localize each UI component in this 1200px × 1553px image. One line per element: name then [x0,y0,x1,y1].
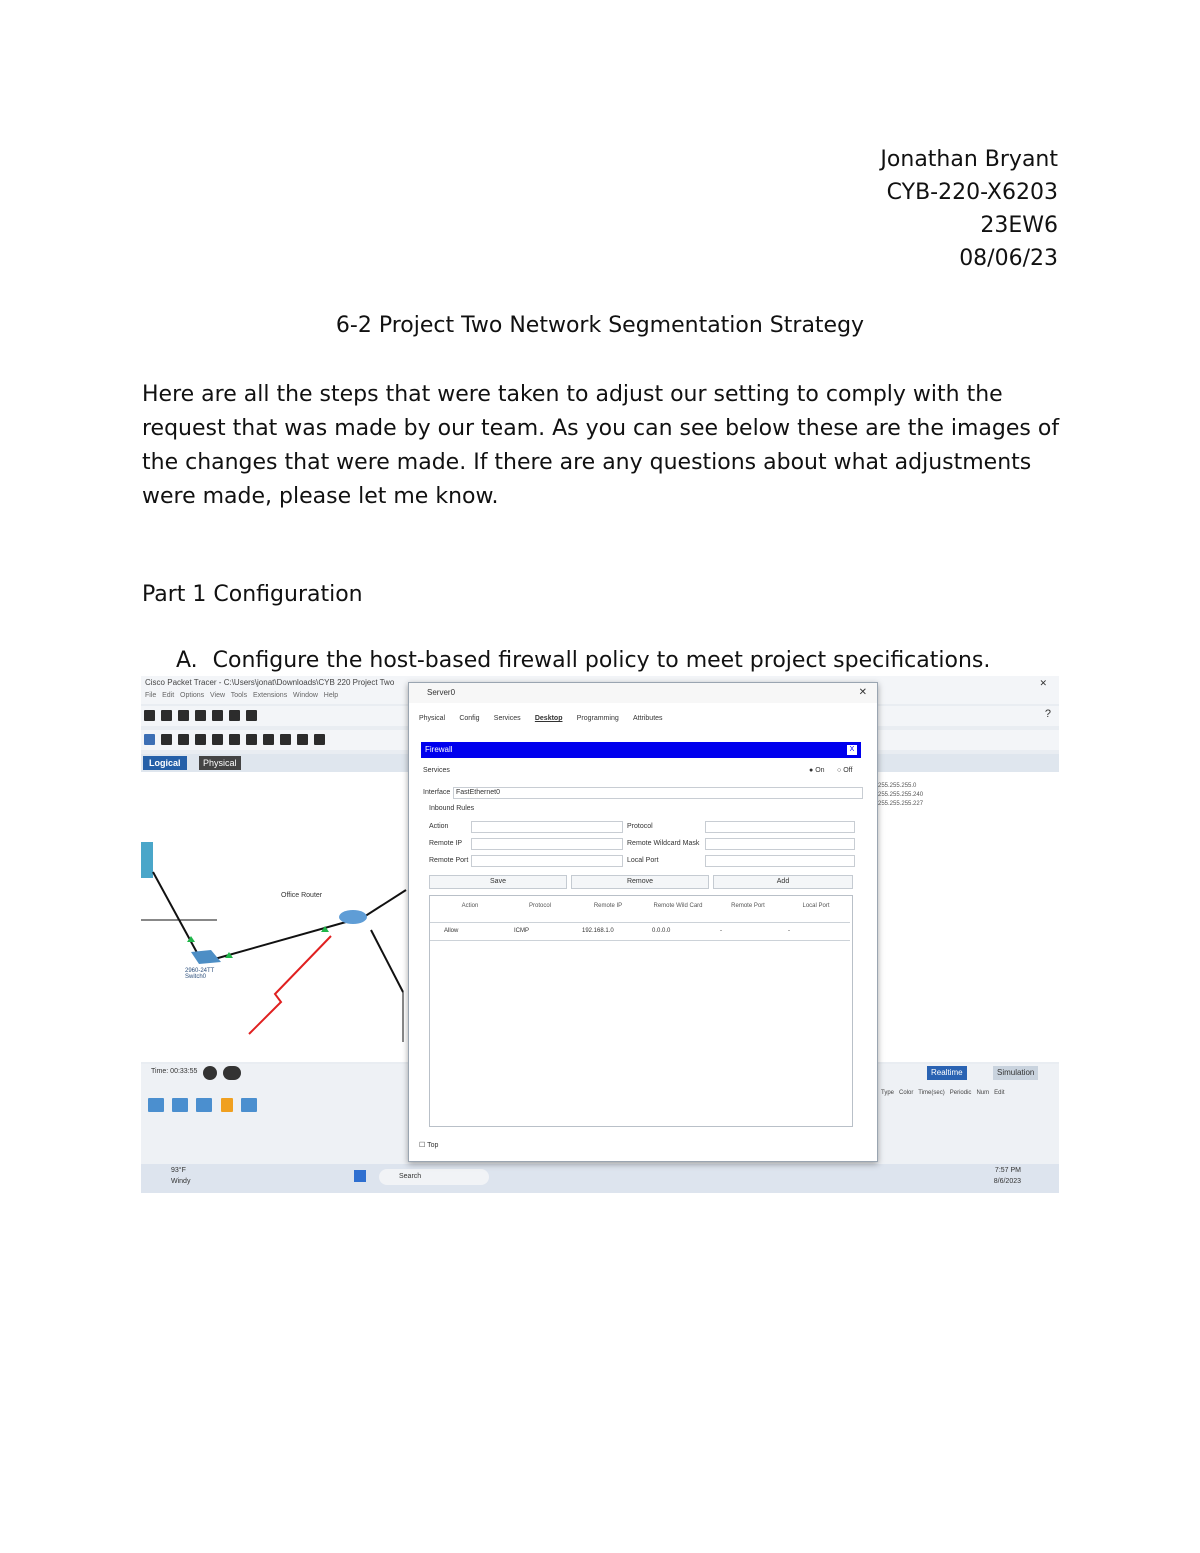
cell-remote-ip: 192.168.1.0 [582,928,614,934]
menu-file[interactable]: File [145,692,157,699]
menu-window[interactable]: Window [293,692,318,699]
tab-desktop[interactable]: Desktop [534,715,563,722]
clock-date: 8/6/2023 [993,1178,1021,1185]
event-col: Color [899,1090,914,1096]
simulation-tab[interactable]: Simulation [993,1066,1038,1080]
list-item [176,648,990,673]
menu-view[interactable]: View [210,692,226,699]
event-col: Type [881,1090,895,1096]
device-palette [145,1094,260,1118]
taskbar-search[interactable]: Search [379,1169,489,1185]
add-button[interactable]: Add [713,875,853,889]
col-remote-wildcard: Remote Wild Card [653,903,703,909]
cell-local-port: - [788,928,790,934]
rules-table [429,895,853,1127]
cell-wildcard: 0.0.0.0 [652,928,671,934]
serial-link [249,936,331,1034]
off-label: Off [843,767,853,774]
router-icon[interactable] [339,910,367,924]
weather-temp: 93°F [171,1167,186,1174]
dialog-tabs [419,713,675,727]
col-action: Action [461,903,479,909]
list-marker: A. [176,648,198,673]
menu-tools[interactable]: Tools [230,692,248,699]
top-checkbox[interactable]: ☐ Top [419,1142,439,1149]
local-port-label: Local Port [627,857,659,864]
event-col: Time(sec) [918,1090,945,1096]
time-label: Time: 00:33:55 [151,1068,198,1075]
remote-wildcard-label: Remote Wildcard Mask [627,840,700,847]
services-label: Services [423,767,450,774]
header-divider [430,922,850,923]
tab-attributes[interactable]: Attributes [632,715,663,722]
dialog-title: Server0 [427,688,456,697]
author-name: Jonathan Bryant [880,147,1058,172]
remove-button[interactable]: Remove [571,875,709,889]
remote-port-input[interactable] [471,855,623,867]
course-code: CYB-220-X6203 [886,180,1058,205]
complex-pdu-icon[interactable] [314,734,325,745]
side-info-line: 255.255.255.227 [878,801,924,807]
protocol-label: Protocol [627,823,653,830]
action-label: Action [429,823,449,830]
wizard-icon[interactable] [229,710,240,721]
tab-services[interactable]: Services [493,715,521,722]
tab-physical-device[interactable]: Physical [419,715,446,722]
pencil-icon[interactable] [280,734,291,745]
menu-bar [145,692,338,699]
side-info-line: 255.255.255.240 [878,792,924,798]
row-divider [430,940,850,941]
tab-config[interactable]: Config [459,715,480,722]
side-info-line: 255.255.255.0 [878,783,917,789]
note-icon[interactable] [212,734,223,745]
interface-label: Interface [423,789,451,796]
switch-label: 2960-24TT Switch0 [185,968,215,980]
local-port-input[interactable] [705,855,855,867]
save-icon[interactable] [178,710,189,721]
event-columns [881,1090,1004,1096]
dialog-close-icon[interactable]: ✕ [858,687,867,698]
device-category-icon[interactable] [172,1098,188,1112]
delete-icon[interactable] [178,734,189,745]
pdu-icon[interactable] [297,734,308,745]
firewall-header [421,742,861,758]
menu-options[interactable]: Options [180,692,205,699]
line-icon[interactable] [229,734,240,745]
list-item-text: Configure the host-based firewall policy to meet project specifications. [212,648,991,673]
select-icon[interactable] [144,734,155,745]
link-line [153,872,201,960]
save-button[interactable]: Save [429,875,567,889]
switch-icon[interactable] [191,950,221,964]
menu-extensions[interactable]: Extensions [252,692,288,699]
action-select[interactable] [471,821,623,833]
on-radio[interactable]: ● On [809,767,825,774]
remote-ip-label: Remote IP [429,840,463,847]
date: 08/06/23 [959,246,1058,271]
event-col: Edit [994,1090,1005,1096]
device-category-icon[interactable] [241,1098,257,1112]
term: 23EW6 [980,213,1058,238]
info-icon[interactable] [212,710,223,721]
cell-action: Allow [444,928,459,934]
device-category-icon[interactable] [148,1098,164,1112]
col-protocol: Protocol [528,903,551,909]
reset-time-icon[interactable] [203,1066,217,1080]
interface-select[interactable]: FastEthernet0 [453,787,863,799]
menu-help[interactable]: Help [323,692,339,699]
connection-icon[interactable] [221,1098,233,1112]
ellipse-icon[interactable] [263,734,274,745]
side-info [878,782,923,809]
fast-forward-icon[interactable] [223,1066,241,1080]
open-icon[interactable] [161,710,172,721]
document-title: 6-2 Project Two Network Segmentation Strategy [335,313,865,338]
col-remote-port: Remote Port [731,903,765,909]
server-dialog [408,682,878,1162]
windows-taskbar [141,1164,1059,1193]
panel-close-icon[interactable]: X [847,745,857,755]
zoom-icon[interactable] [161,734,172,745]
tab-programming[interactable]: Programming [576,715,619,722]
print-icon[interactable] [195,710,206,721]
clock-time: 7:57 PM [994,1167,1021,1174]
dialog-titlebar [409,683,877,703]
off-radio[interactable]: ○ Off [837,767,853,774]
close-icon[interactable]: ✕ [1039,678,1047,688]
top-label: Top [427,1142,439,1149]
rectangle-icon[interactable] [246,734,257,745]
weather-cond: Windy [171,1178,191,1185]
firewall-title: Firewall [425,745,453,754]
intro-paragraph: Here are all the steps that were taken to adjust our setting to comply with the request that was made by our team. As you can see below these are the images of the changes that were made. If there are any questions about what adjustments were made, please let me know. [142,382,1060,509]
col-local-port: Local Port [802,903,830,909]
start-icon[interactable] [354,1170,366,1182]
event-col: Periodic [949,1090,972,1096]
help-icon[interactable]: ? [1044,708,1051,720]
link-line [371,930,403,992]
network-info-icon[interactable] [246,710,257,721]
remote-port-label: Remote Port [429,857,469,864]
device-category-icon[interactable] [196,1098,212,1112]
realtime-tab[interactable]: Realtime [927,1066,967,1080]
event-col: Num [976,1090,990,1096]
resize-icon[interactable] [195,734,206,745]
server-rack-icon [141,842,153,878]
router-label: Office Router [281,892,323,899]
part-heading: Part 1 Configuration [142,582,363,607]
menu-edit[interactable]: Edit [162,692,175,699]
packet-tracer-screenshot [141,676,1059,1193]
cell-protocol: ICMP [514,928,529,934]
new-file-icon[interactable] [144,710,155,721]
app-title: Cisco Packet Tracer - C:\Users\jonat\Downloads\CYB 220 Project Two [145,678,395,687]
inbound-rules-label: Inbound Rules [429,805,475,812]
cell-remote-port: - [720,928,722,934]
remote-ip-input[interactable] [471,838,623,850]
on-label: On [815,767,825,774]
remote-wildcard-input[interactable] [705,838,855,850]
tab-logical[interactable]: Logical [143,756,187,770]
protocol-select[interactable] [705,821,855,833]
tab-physical[interactable]: Physical [199,756,241,770]
col-remote-ip: Remote IP [593,903,623,909]
